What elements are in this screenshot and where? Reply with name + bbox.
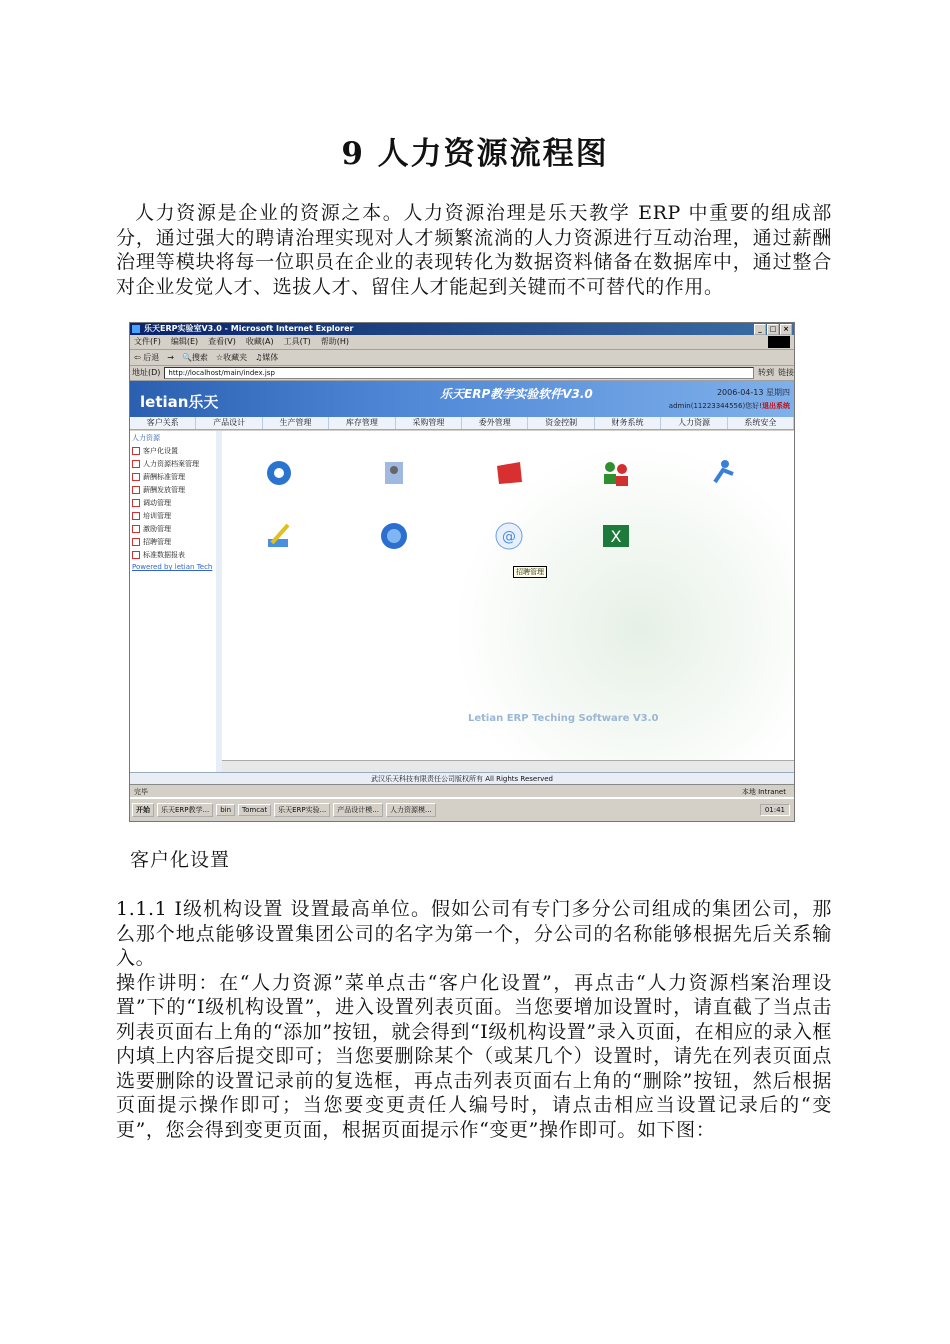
sidebar-item-label: 客户化设置 (143, 447, 178, 455)
excel-icon[interactable] (599, 519, 633, 553)
sidebar-item-label: 薪酬发放管理 (143, 486, 185, 494)
sidebar-item-label: 调动管理 (143, 499, 171, 507)
banner-slogan: 乐天ERP教学实验软件V3.0 (440, 387, 593, 401)
forward-button[interactable]: → (167, 353, 174, 362)
nav-funds[interactable]: 资金控制 (528, 417, 594, 429)
back-label: 后退 (143, 353, 160, 362)
sidebar-item-label: 薪酬标准管理 (143, 473, 185, 481)
expand-icon (132, 486, 140, 494)
browser-toolbar (130, 350, 794, 366)
media-label: 媒体 (262, 353, 279, 362)
expand-icon (132, 473, 140, 481)
taskbar-item[interactable]: Tomcat (238, 804, 271, 816)
back-button[interactable]: ⇦ 后退 (134, 353, 160, 362)
maximize-button[interactable]: □ (767, 324, 779, 335)
logout-link[interactable]: 退出系统 (762, 402, 790, 410)
menu-bar (130, 335, 794, 350)
nav-inventory[interactable]: 库存管理 (329, 417, 395, 429)
search-button[interactable]: 🔍搜索 (181, 353, 208, 362)
status-text: 完毕 (134, 788, 148, 796)
banner-user (669, 401, 790, 411)
window-titlebar (130, 323, 794, 335)
sidebar-item[interactable] (130, 549, 216, 562)
zone-text: 本地 Intranet (741, 788, 786, 796)
nav-hr[interactable]: 人力资源 (661, 417, 727, 429)
users-icon[interactable] (599, 456, 633, 490)
links-button[interactable]: 链接 (778, 368, 794, 377)
taskbar-item[interactable]: bin (216, 804, 235, 816)
favorites-label: 收藏夹 (223, 353, 248, 362)
nav-security[interactable]: 系统安全 (728, 417, 794, 429)
menu-tools[interactable]: 工具(T) (283, 337, 311, 346)
expand-icon (132, 499, 140, 507)
sidebar-item[interactable] (130, 536, 216, 549)
main-area (130, 431, 794, 773)
sidebar-item[interactable] (130, 497, 216, 510)
globe-icon[interactable] (377, 519, 411, 553)
section-title: 客户化设置 (130, 849, 231, 871)
banner-date: 2006-04-13 星期四 (716, 388, 790, 397)
address-bar (130, 366, 794, 381)
window-title: 乐天ERP实验室V3.0 - Microsoft Internet Explorer (144, 324, 354, 333)
menu-view[interactable]: 查看(V) (208, 337, 236, 346)
sidebar-item[interactable] (130, 458, 216, 471)
menu-edit[interactable]: 编辑(E) (170, 337, 199, 346)
sidebar-item[interactable] (130, 523, 216, 536)
taskbar-item[interactable]: 乐天ERP教学... (157, 803, 213, 817)
nav-production[interactable]: 生产管理 (263, 417, 329, 429)
user-greeting: admin(11223344556)您好! (668, 402, 762, 410)
sidebar-item[interactable] (130, 510, 216, 523)
sidebar-item-label: 激励管理 (143, 525, 171, 533)
windows-logo-icon (768, 336, 790, 348)
close-button[interactable]: × (780, 324, 792, 335)
runner-icon[interactable] (707, 456, 741, 490)
email-icon[interactable] (492, 519, 526, 553)
svg-text:X: X (610, 527, 622, 546)
clock: 01:41 (760, 804, 790, 816)
menu-favorites[interactable]: 收藏(A) (245, 337, 274, 346)
pencil-icon[interactable] (262, 519, 296, 553)
body-paragraph: 1.1.1 Ⅰ级机构设置 设置最高单位。假如公司有专门多分公司组成的集团公司，那么那个地点能够设置集团公司的名字为第一个，分公司的名称能够根据先后关系输入。 操作讲明：在“人力资源”菜单点击“客户化设置”，再点击“人力资源档案治理设置”下的“Ⅰ级机构设置”，进入设置列表页面。当您要增加设置时，请直截了当点击列表页面右上角的“添加”按钮，就会得到“Ⅰ级机构设置”录入页面，在相应的录入框内填上内容后提交即可；当您要删除某个（或某几个）设置时，请先在列表页面点选要删除的设置记录前的复选框，再点击列表页面右上角的“删除”按钮，然后根据页面提示操作即可；当您要变更责任人编号时，请点击相应当设置记录后的“变更”，您会得到变更页面，根据页面提示作“变更”操作即可。如下图： (116, 898, 832, 1141)
search-label: 搜索 (191, 353, 208, 362)
sidebar-item-label: 培训管理 (143, 512, 171, 520)
app-footer: 武汉乐天科技有限责任公司版权所有 All Rights Reserved (130, 772, 794, 785)
favorites-button[interactable]: ☆收藏夹 (215, 353, 248, 362)
taskbar-item[interactable]: 产品设计模... (333, 803, 383, 817)
watermark-text: Letian ERP Teching Software V3.0 (468, 713, 659, 724)
powered-by-link[interactable]: Powered by letian Tech (132, 563, 213, 571)
expand-icon (132, 551, 140, 559)
hr-sidebar (130, 431, 219, 773)
taskbar-item[interactable]: 人力资源模... (386, 803, 436, 817)
nav-finance[interactable]: 财务系统 (595, 417, 661, 429)
ie-icon (132, 325, 140, 333)
expand-icon (132, 525, 140, 533)
taskbar (130, 797, 794, 821)
profile-icon[interactable] (377, 456, 411, 490)
minimize-button[interactable]: _ (754, 324, 766, 335)
sidebar-item[interactable] (130, 445, 216, 458)
gear-icon[interactable] (262, 456, 296, 490)
svg-text:@: @ (502, 529, 516, 545)
tooltip: 招聘管理 (513, 566, 547, 578)
expand-icon (132, 538, 140, 546)
module-icon-panel (222, 431, 794, 761)
address-label: 地址(D) (132, 368, 161, 377)
sidebar-item-label: 人力资源档案管理 (143, 460, 199, 468)
menu-help[interactable]: 帮助(H) (320, 337, 349, 346)
expand-icon (132, 512, 140, 520)
nav-product[interactable]: 产品设计 (196, 417, 262, 429)
page-title: 9 人力资源流程图 (341, 136, 609, 172)
sidebar-item[interactable] (130, 484, 216, 497)
address-input[interactable]: http://localhost/main/index.jsp (164, 367, 754, 379)
menu-file[interactable]: 文件(F) (134, 337, 161, 346)
letian-logo: letian乐天 (140, 393, 219, 411)
sidebar-head: 人力资源 (132, 434, 160, 442)
sidebar-item-label: 标准数据报表 (143, 551, 185, 559)
media-button[interactable]: ♫媒体 (255, 353, 279, 362)
nav-crm[interactable]: 客户关系 (130, 417, 196, 429)
folder-icon[interactable] (492, 456, 526, 490)
intro-paragraph: 人力资源是企业的资源之本。人力资源治理是乐天教学 ERP 中重要的组成部分，通过强大的聘请治理实现对人才频繁流淌的人力资源进行互动治理，通过薪酬治理等模块将每一位职员在企业的表现转化为数据资料储备在数据库中，通过整合对企业发觉人才、选拔人才、留住人才能起到关键而不可替代的作用。 (116, 202, 832, 298)
expand-icon (132, 447, 140, 455)
nav-purchase[interactable]: 采购管理 (396, 417, 462, 429)
taskbar-item[interactable]: 乐天ERP实验... (274, 803, 330, 817)
start-button[interactable]: 开始 (132, 803, 154, 817)
module-nav (130, 417, 794, 430)
erp-screenshot (129, 322, 795, 822)
sidebar-item-label: 招聘管理 (143, 538, 171, 546)
go-button[interactable]: 转到 (758, 368, 774, 377)
expand-icon (132, 460, 140, 468)
sidebar-item[interactable] (130, 471, 216, 484)
nav-outsource[interactable]: 委外管理 (462, 417, 528, 429)
app-banner (130, 381, 794, 417)
